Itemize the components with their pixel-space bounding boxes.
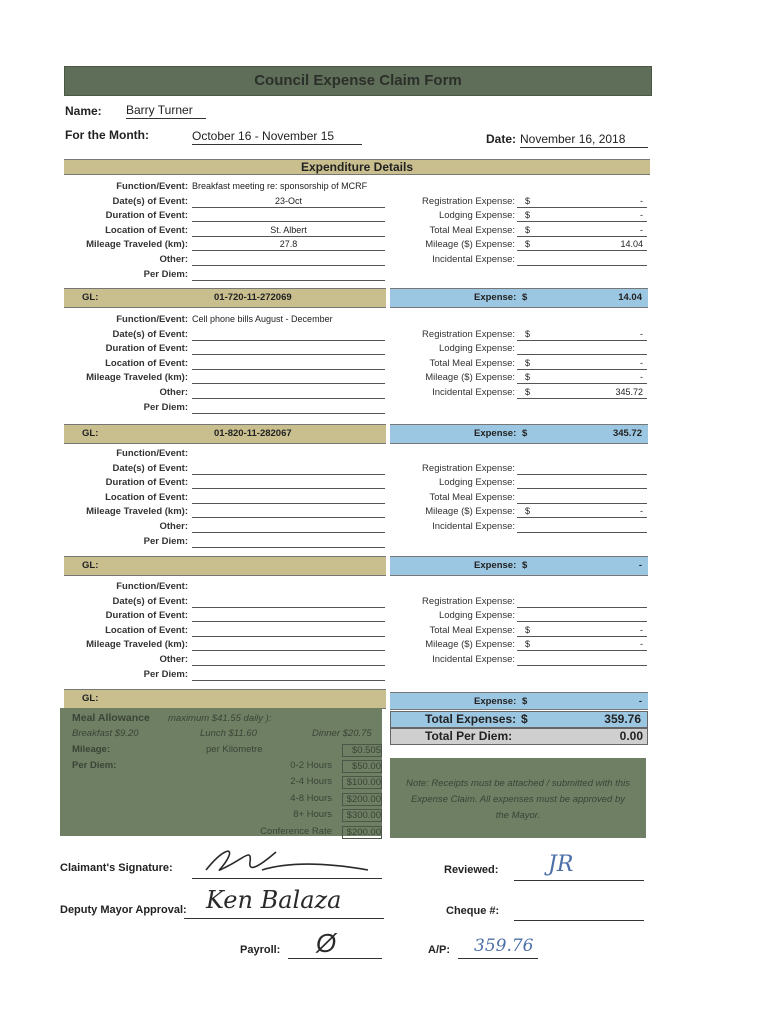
mileage-unit: per Kilometre bbox=[206, 744, 263, 755]
name-value[interactable]: Barry Turner bbox=[126, 103, 206, 119]
block2-registration-expense-field[interactable] bbox=[517, 328, 647, 341]
block4-registration-expense-field[interactable] bbox=[517, 595, 647, 608]
ap-label: A/P: bbox=[428, 944, 450, 956]
block3-mileage-expense-label: Mileage ($) Expense: bbox=[425, 506, 515, 518]
deputy-signature-text: Ken Balaza bbox=[206, 886, 342, 914]
expenditure-details-header: Expenditure Details bbox=[64, 159, 650, 175]
receipt-note: Note: Receipts must be attached / submitted with this Expense Claim. All expenses must be approved by the Mayor. bbox=[406, 778, 630, 821]
block3-registration-expense-field[interactable] bbox=[517, 462, 647, 475]
block2-lodging-expense-field[interactable] bbox=[517, 342, 647, 355]
block1-expense-total: 14.04 bbox=[618, 292, 642, 303]
block3-event-duration-field[interactable] bbox=[192, 476, 385, 489]
block2-incidental-expense-label: Incidental Expense: bbox=[432, 387, 515, 398]
block1-expense-currency: $ bbox=[522, 292, 528, 303]
block2-expense-label: Expense: bbox=[474, 428, 517, 439]
block2-meal-expense-currency: $ bbox=[525, 357, 531, 368]
block3-expense-currency: $ bbox=[522, 560, 528, 571]
block3-event-duration-label: Duration of Event: bbox=[105, 477, 188, 489]
claimant-signature-scrawl bbox=[192, 844, 382, 878]
block1-lodging-expense-currency: $ bbox=[525, 210, 531, 221]
block4-mileage-expense-label: Mileage ($) Expense: bbox=[425, 639, 515, 651]
block1-registration-expense-currency: $ bbox=[525, 195, 531, 206]
block3-lodging-expense-field[interactable] bbox=[517, 476, 647, 489]
block2-meal-expense-amount: - bbox=[640, 357, 643, 368]
final-gl-bar bbox=[64, 689, 386, 709]
block4-meal-expense-currency: $ bbox=[525, 624, 531, 635]
block1-other-field[interactable] bbox=[192, 253, 385, 266]
block3-event-location-field[interactable] bbox=[192, 491, 385, 504]
block2-meal-expense-field[interactable] bbox=[517, 357, 647, 370]
note-box bbox=[390, 758, 646, 838]
block1-mileage-expense-field[interactable] bbox=[517, 238, 647, 251]
block3-mileage-expense-field[interactable] bbox=[517, 505, 647, 518]
block3-event-location-label: Location of Event: bbox=[105, 491, 188, 503]
block2-incidental-expense-field[interactable] bbox=[517, 386, 647, 399]
block3-function-event-label: Function/Event: bbox=[116, 448, 188, 459]
block4-event-date-label: Date(s) of Event: bbox=[112, 595, 188, 607]
block2-registration-expense-currency: $ bbox=[525, 328, 531, 339]
block1-event-date-field[interactable]: 23-Oct bbox=[192, 195, 385, 208]
block1-meal-expense-field[interactable] bbox=[517, 224, 647, 237]
claimant-signature-label: Claimant's Signature: bbox=[60, 862, 173, 874]
block2-event-duration-field[interactable] bbox=[192, 342, 385, 355]
meal-allowance-note: maximum $41.55 daily ): bbox=[168, 713, 272, 724]
per-diem-rate-label: 4-8 Hours bbox=[290, 792, 332, 804]
block2-mileage-km-label: Mileage Traveled (km): bbox=[86, 372, 188, 384]
block1-incidental-expense-label: Incidental Expense: bbox=[432, 254, 515, 265]
block1-event-duration-label: Duration of Event: bbox=[105, 210, 188, 222]
block1-mileage-expense-label: Mileage ($) Expense: bbox=[425, 239, 515, 251]
block2-registration-expense-amount: - bbox=[640, 328, 643, 339]
block3-expense-total: - bbox=[638, 560, 642, 571]
block3-registration-expense-label: Registration Expense: bbox=[422, 462, 515, 474]
block1-gl-bar bbox=[64, 288, 386, 308]
block1-registration-expense-amount: - bbox=[640, 195, 643, 206]
block2-registration-expense-label: Registration Expense: bbox=[422, 328, 515, 340]
block1-per-diem-label: Per Diem: bbox=[143, 268, 188, 280]
block2-per-diem-field[interactable] bbox=[192, 401, 385, 414]
block2-per-diem-label: Per Diem: bbox=[143, 401, 188, 413]
block4-other-field[interactable] bbox=[192, 653, 385, 666]
block1-other-label: Other: bbox=[159, 254, 188, 265]
deputy-approval-signature[interactable] bbox=[184, 884, 384, 919]
block2-expense-total: 345.72 bbox=[612, 428, 642, 439]
block3-function-event-field[interactable] bbox=[192, 447, 387, 459]
block2-expense-bar bbox=[390, 424, 648, 444]
block1-mileage-km-field[interactable]: 27.8 bbox=[192, 238, 385, 251]
block2-gl-label: GL: bbox=[82, 428, 99, 439]
block4-meal-expense-field[interactable] bbox=[517, 624, 647, 637]
block4-meal-expense-label: Total Meal Expense: bbox=[429, 624, 515, 636]
block2-expense-currency: $ bbox=[522, 428, 528, 439]
block4-per-diem-field[interactable] bbox=[192, 668, 385, 681]
block4-other-label: Other: bbox=[159, 654, 188, 665]
block4-lodging-expense-label: Lodging Expense: bbox=[438, 610, 515, 622]
block2-event-date-label: Date(s) of Event: bbox=[112, 328, 188, 340]
per-diem-rate-value: $50.00 bbox=[342, 760, 382, 773]
total-expenses-value: 359.76 bbox=[604, 712, 641, 726]
block3-incidental-expense-field[interactable] bbox=[517, 520, 647, 533]
block1-per-diem-field[interactable] bbox=[192, 268, 385, 281]
block1-event-duration-field[interactable] bbox=[192, 209, 385, 222]
block4-event-date-field[interactable] bbox=[192, 595, 385, 608]
claimant-signature[interactable] bbox=[192, 844, 382, 879]
block2-mileage-expense-label: Mileage ($) Expense: bbox=[425, 372, 515, 384]
ap-value: 359.76 bbox=[474, 936, 534, 956]
block3-incidental-expense-label: Incidental Expense: bbox=[432, 521, 515, 532]
block1-meal-expense-label: Total Meal Expense: bbox=[429, 224, 515, 236]
allowance-table bbox=[60, 708, 382, 836]
block3-lodging-expense-label: Lodging Expense: bbox=[438, 477, 515, 489]
lunch-rate: Lunch $11.60 bbox=[200, 728, 257, 739]
block3-meal-expense-field[interactable] bbox=[517, 491, 647, 504]
per-diem-rate-value: $200.00 bbox=[342, 826, 382, 839]
meal-allowance-heading: Meal Allowance bbox=[72, 712, 150, 724]
ap-field[interactable] bbox=[458, 936, 538, 959]
payroll-label: Payroll: bbox=[240, 944, 281, 956]
per-diem-rate-value: $100.00 bbox=[342, 776, 382, 789]
mileage-rate: $0.505 bbox=[342, 744, 382, 757]
block4-event-location-label: Location of Event: bbox=[105, 624, 188, 636]
block4-event-duration-label: Duration of Event: bbox=[105, 610, 188, 622]
final-gl-label: GL: bbox=[82, 693, 99, 704]
cheque-label: Cheque #: bbox=[446, 905, 500, 917]
block2-incidental-expense-currency: $ bbox=[525, 387, 531, 397]
block1-registration-expense-field[interactable] bbox=[517, 195, 647, 208]
final-expense-currency: $ bbox=[522, 696, 528, 707]
block2-lodging-expense-label: Lodging Expense: bbox=[438, 343, 515, 355]
block4-mileage-expense-currency: $ bbox=[525, 639, 531, 650]
form-title: Council Expense Claim Form bbox=[64, 66, 652, 96]
block3-event-date-label: Date(s) of Event: bbox=[112, 462, 188, 474]
block1-mileage-expense-amount: 14.04 bbox=[620, 239, 643, 250]
breakfast-rate: Breakfast $9.20 bbox=[72, 728, 139, 739]
block4-per-diem-label: Per Diem: bbox=[143, 668, 188, 680]
dinner-rate: Dinner $20.75 bbox=[312, 728, 372, 739]
per-diem-rate-value: $300.00 bbox=[342, 809, 382, 822]
block2-gl-number: 01-820-11-282067 bbox=[214, 428, 292, 439]
block2-event-duration-label: Duration of Event: bbox=[105, 343, 188, 355]
block2-incidental-expense-amount: 345.72 bbox=[615, 387, 643, 397]
block4-event-duration-field[interactable] bbox=[192, 609, 385, 622]
block4-incidental-expense-field[interactable] bbox=[517, 653, 647, 666]
block1-incidental-expense-field[interactable] bbox=[517, 253, 647, 266]
total-expenses-row bbox=[390, 711, 648, 728]
block2-event-location-label: Location of Event: bbox=[105, 357, 188, 369]
per-diem-rate-label: 8+ Hours bbox=[293, 809, 332, 821]
date-label: Date: bbox=[486, 132, 517, 146]
total-per-diem-row bbox=[390, 728, 648, 745]
block4-registration-expense-label: Registration Expense: bbox=[422, 595, 515, 607]
reviewed-initials: JR bbox=[548, 852, 574, 877]
block2-other-field[interactable] bbox=[192, 386, 385, 399]
final-expense-bar bbox=[390, 692, 648, 710]
total-expenses-currency: $ bbox=[521, 712, 528, 726]
block3-per-diem-label: Per Diem: bbox=[143, 535, 188, 547]
block1-gl-label: GL: bbox=[82, 292, 99, 303]
block3-expense-label: Expense: bbox=[474, 560, 517, 571]
block3-other-field[interactable] bbox=[192, 520, 385, 533]
block1-registration-expense-label: Registration Expense: bbox=[422, 195, 515, 207]
block2-mileage-km-field[interactable] bbox=[192, 371, 385, 384]
block3-mileage-km-field[interactable] bbox=[192, 505, 385, 518]
reviewed-field[interactable] bbox=[514, 852, 644, 881]
block3-gl-bar bbox=[64, 556, 386, 576]
block2-event-location-field[interactable] bbox=[192, 357, 385, 370]
block3-mileage-km-label: Mileage Traveled (km): bbox=[86, 506, 188, 518]
total-per-diem-label: Total Per Diem: bbox=[425, 729, 513, 743]
block4-mileage-expense-field[interactable] bbox=[517, 638, 647, 651]
total-per-diem-value: 0.00 bbox=[619, 729, 643, 743]
total-expenses-label: Total Expenses: bbox=[425, 712, 517, 726]
final-expense-amount: - bbox=[638, 696, 642, 707]
block2-function-event-field[interactable]: Cell phone bills August - December bbox=[192, 314, 333, 324]
block1-event-location-label: Location of Event: bbox=[105, 224, 188, 236]
block1-mileage-expense-currency: $ bbox=[525, 239, 531, 250]
block3-expense-bar bbox=[390, 556, 648, 576]
block2-event-date-field[interactable] bbox=[192, 328, 385, 341]
block1-function-event-field[interactable]: Breakfast meeting re: sponsorship of MCRF bbox=[192, 181, 368, 191]
block1-lodging-expense-field[interactable] bbox=[517, 209, 647, 222]
deputy-approval-label: Deputy Mayor Approval: bbox=[60, 904, 187, 916]
block4-mileage-km-field[interactable] bbox=[192, 638, 385, 651]
block3-meal-expense-label: Total Meal Expense: bbox=[429, 491, 515, 503]
block2-other-label: Other: bbox=[159, 387, 188, 398]
block4-incidental-expense-label: Incidental Expense: bbox=[432, 654, 515, 665]
block1-lodging-expense-amount: - bbox=[640, 210, 643, 221]
block2-mileage-expense-amount: - bbox=[640, 372, 643, 383]
block3-gl-label: GL: bbox=[82, 560, 99, 571]
block1-mileage-km-label: Mileage Traveled (km): bbox=[86, 239, 188, 251]
block1-lodging-expense-label: Lodging Expense: bbox=[438, 210, 515, 222]
block4-function-event-label: Function/Event: bbox=[116, 581, 188, 592]
block2-gl-bar bbox=[64, 424, 386, 444]
block1-meal-expense-currency: $ bbox=[525, 224, 531, 235]
date-value[interactable]: November 16, 2018 bbox=[520, 132, 648, 148]
per-diem-rate-label: Conference Rate bbox=[260, 825, 332, 837]
block1-gl-number: 01-720-11-272069 bbox=[214, 292, 292, 303]
block4-mileage-expense-amount: - bbox=[640, 639, 643, 650]
payroll-value: Ø bbox=[316, 928, 337, 958]
block4-meal-expense-amount: - bbox=[640, 624, 643, 635]
block3-other-label: Other: bbox=[159, 521, 188, 532]
cheque-field[interactable] bbox=[514, 904, 644, 921]
block1-meal-expense-amount: - bbox=[640, 224, 643, 235]
block4-lodging-expense-field[interactable] bbox=[517, 609, 647, 622]
final-expense-label: Expense: bbox=[474, 696, 517, 707]
block3-mileage-expense-amount: - bbox=[640, 506, 643, 517]
per-diem-rate-value: $200.00 bbox=[342, 793, 382, 806]
per-diem-rate-label: 0-2 Hours bbox=[290, 760, 332, 771]
per-diem-rate-label: 2-4 Hours bbox=[290, 776, 332, 788]
per-diem-label: Per Diem: bbox=[72, 760, 117, 771]
month-label: For the Month: bbox=[65, 128, 149, 142]
block2-mileage-expense-field[interactable] bbox=[517, 371, 647, 384]
block4-event-location-field[interactable] bbox=[192, 624, 385, 637]
block1-function-event-label: Function/Event: bbox=[116, 181, 188, 192]
reviewed-label: Reviewed: bbox=[444, 864, 499, 876]
mileage-label: Mileage: bbox=[72, 744, 111, 755]
block2-meal-expense-label: Total Meal Expense: bbox=[429, 357, 515, 369]
month-value[interactable]: October 16 - November 15 bbox=[192, 129, 362, 145]
block2-mileage-expense-currency: $ bbox=[525, 372, 531, 383]
name-label: Name: bbox=[65, 104, 102, 118]
block4-mileage-km-label: Mileage Traveled (km): bbox=[86, 639, 188, 651]
payroll-field[interactable] bbox=[288, 930, 382, 959]
block1-event-date-label: Date(s) of Event: bbox=[112, 195, 188, 207]
block2-function-event-label: Function/Event: bbox=[116, 314, 188, 325]
block1-expense-bar bbox=[390, 288, 648, 308]
block3-mileage-expense-currency: $ bbox=[525, 506, 531, 517]
block1-event-location-field[interactable]: St. Albert bbox=[192, 224, 385, 237]
block4-function-event-field[interactable] bbox=[192, 580, 387, 592]
block3-per-diem-field[interactable] bbox=[192, 535, 385, 548]
block3-event-date-field[interactable] bbox=[192, 462, 385, 475]
block1-expense-label: Expense: bbox=[474, 292, 517, 303]
